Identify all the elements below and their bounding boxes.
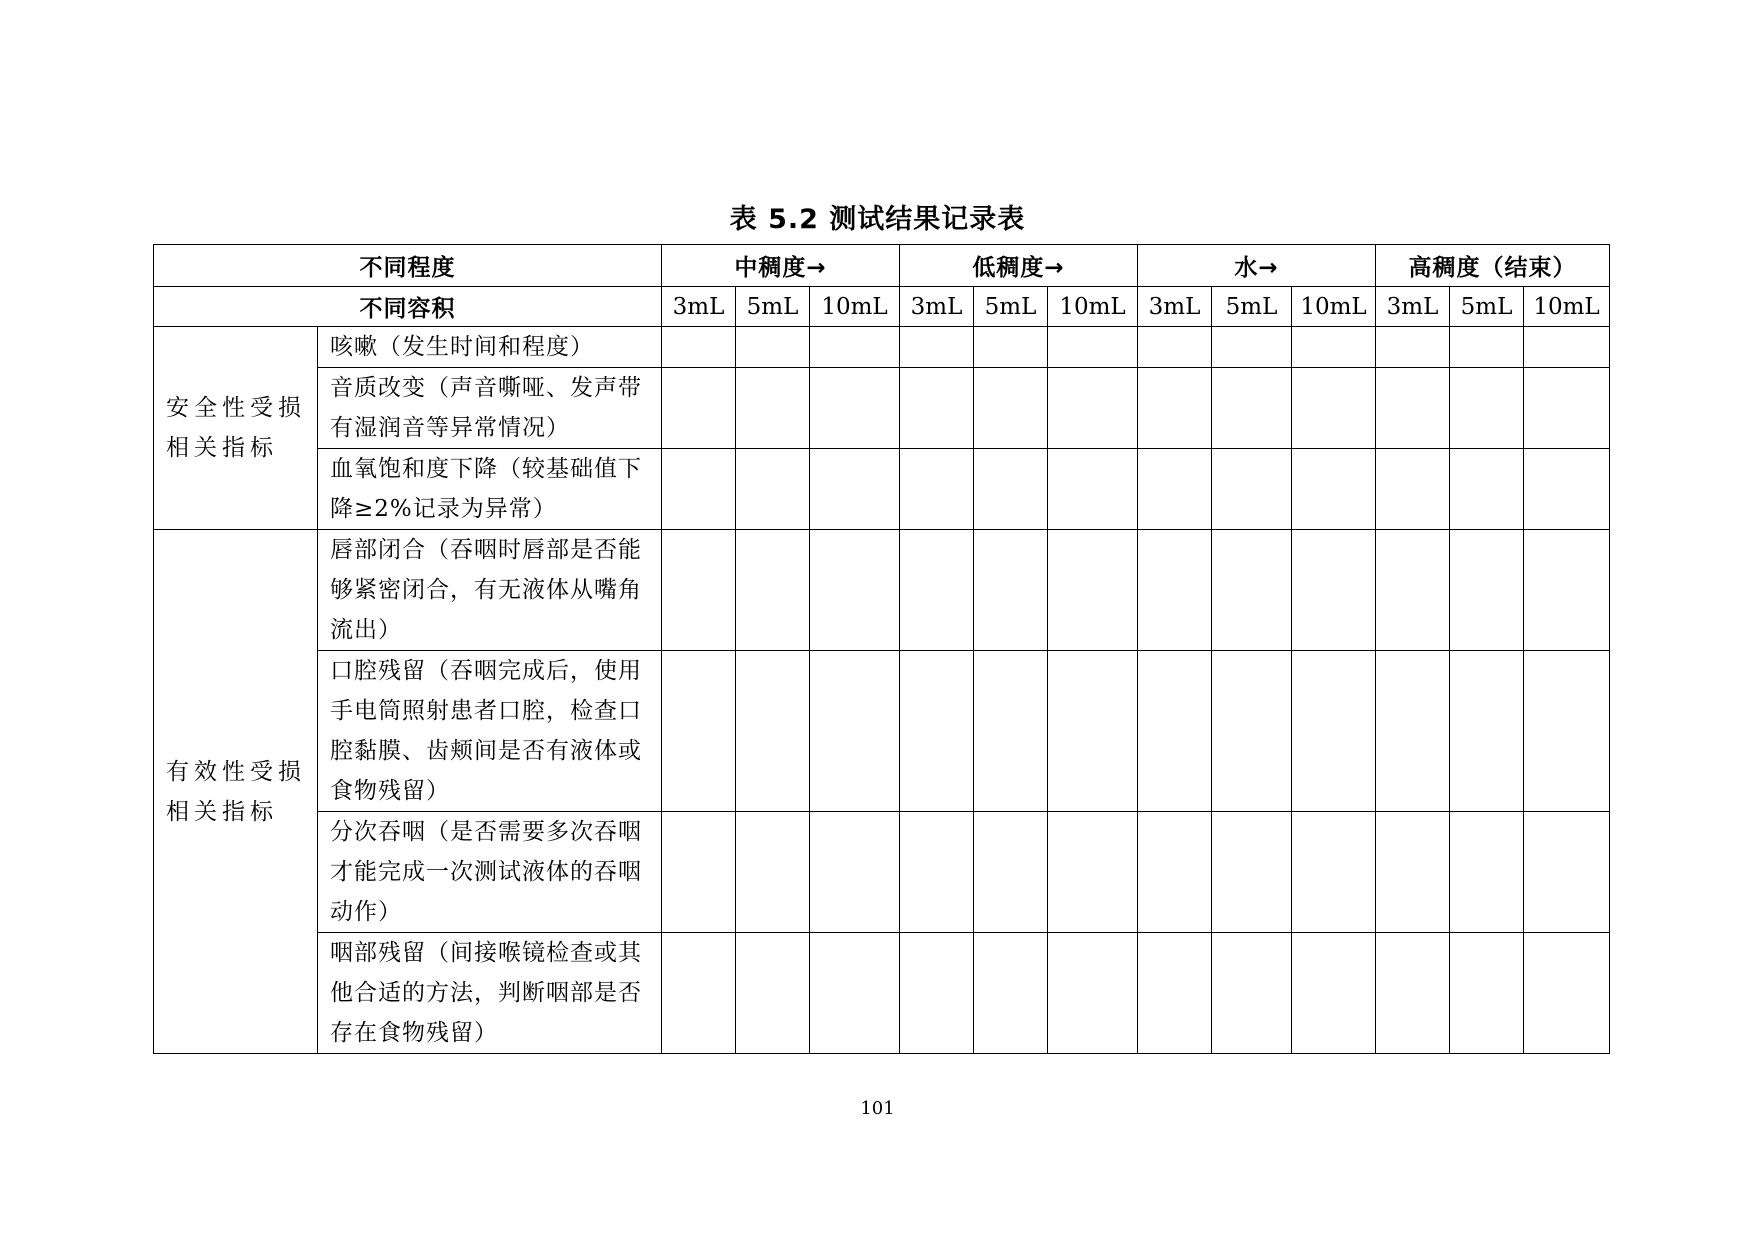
result-cell[interactable]	[1048, 449, 1138, 530]
result-cell[interactable]	[900, 327, 974, 368]
result-cell[interactable]	[1292, 812, 1376, 933]
volume-header-row	[154, 287, 1610, 327]
result-cell[interactable]	[1524, 812, 1610, 933]
result-cell[interactable]	[1450, 812, 1524, 933]
result-cell[interactable]	[1138, 651, 1212, 812]
result-cell[interactable]	[662, 933, 736, 1054]
result-cell[interactable]	[1524, 933, 1610, 1054]
result-cell[interactable]	[900, 933, 974, 1054]
result-cell[interactable]	[974, 530, 1048, 651]
result-cell[interactable]	[1292, 651, 1376, 812]
result-cell[interactable]	[1376, 812, 1450, 933]
indicator-row	[154, 933, 1610, 1054]
indicator-cough: 咳嗽（发生时间和程度）	[318, 327, 662, 368]
result-cell[interactable]	[810, 651, 900, 812]
result-cell[interactable]	[1450, 327, 1524, 368]
volume-3ml-cell: 3mL	[662, 287, 736, 327]
result-cell[interactable]	[1212, 651, 1292, 812]
result-cell[interactable]	[1450, 933, 1524, 1054]
result-cell[interactable]	[1292, 368, 1376, 449]
result-cell[interactable]	[1048, 651, 1138, 812]
result-cell[interactable]	[900, 812, 974, 933]
result-cell[interactable]	[1212, 812, 1292, 933]
indicator-oral-residue: 口腔残留（吞咽完成后，使用手电筒照射患者口腔，检查口腔黏膜、齿颊间是否有液体或食物残留）	[318, 651, 662, 812]
consistency-header-low: 低稠度→	[900, 245, 1138, 287]
result-cell[interactable]	[974, 812, 1048, 933]
consistency-header-high: 高稠度（结束）	[1376, 245, 1610, 287]
indicator-voice-quality: 音质改变（声音嘶哑、发声带有湿润音等异常情况）	[318, 368, 662, 449]
result-cell[interactable]	[1292, 327, 1376, 368]
result-cell[interactable]	[1292, 530, 1376, 651]
volume-10ml-cell: 10mL	[1524, 287, 1610, 327]
result-cell[interactable]	[974, 651, 1048, 812]
result-cell[interactable]	[736, 449, 810, 530]
volume-10ml-cell: 10mL	[810, 287, 900, 327]
result-cell[interactable]	[736, 812, 810, 933]
result-cell[interactable]	[900, 530, 974, 651]
result-cell[interactable]	[810, 449, 900, 530]
result-cell[interactable]	[736, 933, 810, 1054]
result-cell[interactable]	[1524, 651, 1610, 812]
result-cell[interactable]	[974, 449, 1048, 530]
result-cell[interactable]	[736, 530, 810, 651]
result-cell[interactable]	[1450, 368, 1524, 449]
indicator-oxygen-saturation: 血氧饱和度下降（较基础值下降≥2%记录为异常）	[318, 449, 662, 530]
result-cell[interactable]	[974, 368, 1048, 449]
result-cell[interactable]	[810, 812, 900, 933]
result-cell[interactable]	[1450, 530, 1524, 651]
result-cell[interactable]	[662, 812, 736, 933]
volume-10ml-cell: 10mL	[1048, 287, 1138, 327]
indicator-row	[154, 449, 1610, 530]
volume-5ml-cell: 5mL	[1450, 287, 1524, 327]
result-cell[interactable]	[1524, 327, 1610, 368]
indicator-row	[154, 812, 1610, 933]
result-cell[interactable]	[810, 368, 900, 449]
result-cell[interactable]	[810, 933, 900, 1054]
indicator-row	[154, 368, 1610, 449]
result-cell[interactable]	[736, 651, 810, 812]
indicator-row	[154, 530, 1610, 651]
result-cell[interactable]	[1048, 812, 1138, 933]
result-cell[interactable]	[1450, 651, 1524, 812]
result-cell[interactable]	[662, 449, 736, 530]
volume-10ml-cell: 10mL	[1292, 287, 1376, 327]
result-cell[interactable]	[1376, 933, 1450, 1054]
result-cell[interactable]	[1292, 933, 1376, 1054]
result-cell[interactable]	[1212, 327, 1292, 368]
result-cell[interactable]	[736, 327, 810, 368]
result-cell[interactable]	[1212, 530, 1292, 651]
result-cell[interactable]	[1376, 651, 1450, 812]
consistency-header-row	[154, 245, 1610, 287]
result-cell[interactable]	[1212, 933, 1292, 1054]
group-label-safety: 安全性受损相关指标	[154, 327, 318, 530]
volume-5ml-cell: 5mL	[736, 287, 810, 327]
result-cell[interactable]	[810, 327, 900, 368]
result-cell[interactable]	[1138, 449, 1212, 530]
volume-header-cell: 不同容积	[154, 287, 662, 327]
result-cell[interactable]	[1376, 449, 1450, 530]
test-result-record-table	[153, 244, 1610, 1054]
result-cell[interactable]	[900, 449, 974, 530]
result-cell[interactable]	[1292, 449, 1376, 530]
volume-5ml-cell: 5mL	[1212, 287, 1292, 327]
result-cell[interactable]	[974, 327, 1048, 368]
degree-header-cell: 不同程度	[154, 245, 662, 287]
result-cell[interactable]	[1048, 327, 1138, 368]
indicator-row	[154, 651, 1610, 812]
page-number: 101	[860, 1098, 895, 1119]
result-cell[interactable]	[1212, 449, 1292, 530]
result-cell[interactable]	[1138, 327, 1212, 368]
consistency-header-water: 水→	[1138, 245, 1376, 287]
volume-3ml-cell: 3mL	[1376, 287, 1450, 327]
table-caption: 表 5.2 测试结果记录表	[729, 204, 1026, 235]
result-cell[interactable]	[1376, 530, 1450, 651]
result-cell[interactable]	[1450, 449, 1524, 530]
result-cell[interactable]	[1376, 327, 1450, 368]
result-cell[interactable]	[900, 651, 974, 812]
indicator-pharyngeal-residue: 咽部残留（间接喉镜检查或其他合适的方法，判断咽部是否存在食物残留）	[318, 933, 662, 1054]
volume-3ml-cell: 3mL	[1138, 287, 1212, 327]
result-cell[interactable]	[662, 530, 736, 651]
result-cell[interactable]	[662, 651, 736, 812]
result-cell[interactable]	[1048, 530, 1138, 651]
result-cell[interactable]	[1048, 368, 1138, 449]
result-cell[interactable]	[1138, 530, 1212, 651]
indicator-piecemeal-swallow: 分次吞咽（是否需要多次吞咽才能完成一次测试液体的吞咽动作）	[318, 812, 662, 933]
indicator-row	[154, 327, 1610, 368]
result-cell[interactable]	[662, 368, 736, 449]
consistency-header-medium: 中稠度→	[662, 245, 900, 287]
result-cell[interactable]	[736, 368, 810, 449]
result-cell[interactable]	[810, 530, 900, 651]
result-cell[interactable]	[1376, 368, 1450, 449]
volume-5ml-cell: 5mL	[974, 287, 1048, 327]
group-label-efficacy: 有效性受损相关指标	[154, 530, 318, 1054]
result-cell[interactable]	[1524, 449, 1610, 530]
result-cell[interactable]	[974, 933, 1048, 1054]
result-cell[interactable]	[1138, 368, 1212, 449]
result-cell[interactable]	[1138, 933, 1212, 1054]
result-cell[interactable]	[1524, 368, 1610, 449]
result-cell[interactable]	[1138, 812, 1212, 933]
result-cell[interactable]	[1212, 368, 1292, 449]
volume-3ml-cell: 3mL	[900, 287, 974, 327]
result-cell[interactable]	[1048, 933, 1138, 1054]
result-cell[interactable]	[1524, 530, 1610, 651]
indicator-lip-closure: 唇部闭合（吞咽时唇部是否能够紧密闭合，有无液体从嘴角流出）	[318, 530, 662, 651]
result-cell[interactable]	[900, 368, 974, 449]
result-cell[interactable]	[662, 327, 736, 368]
